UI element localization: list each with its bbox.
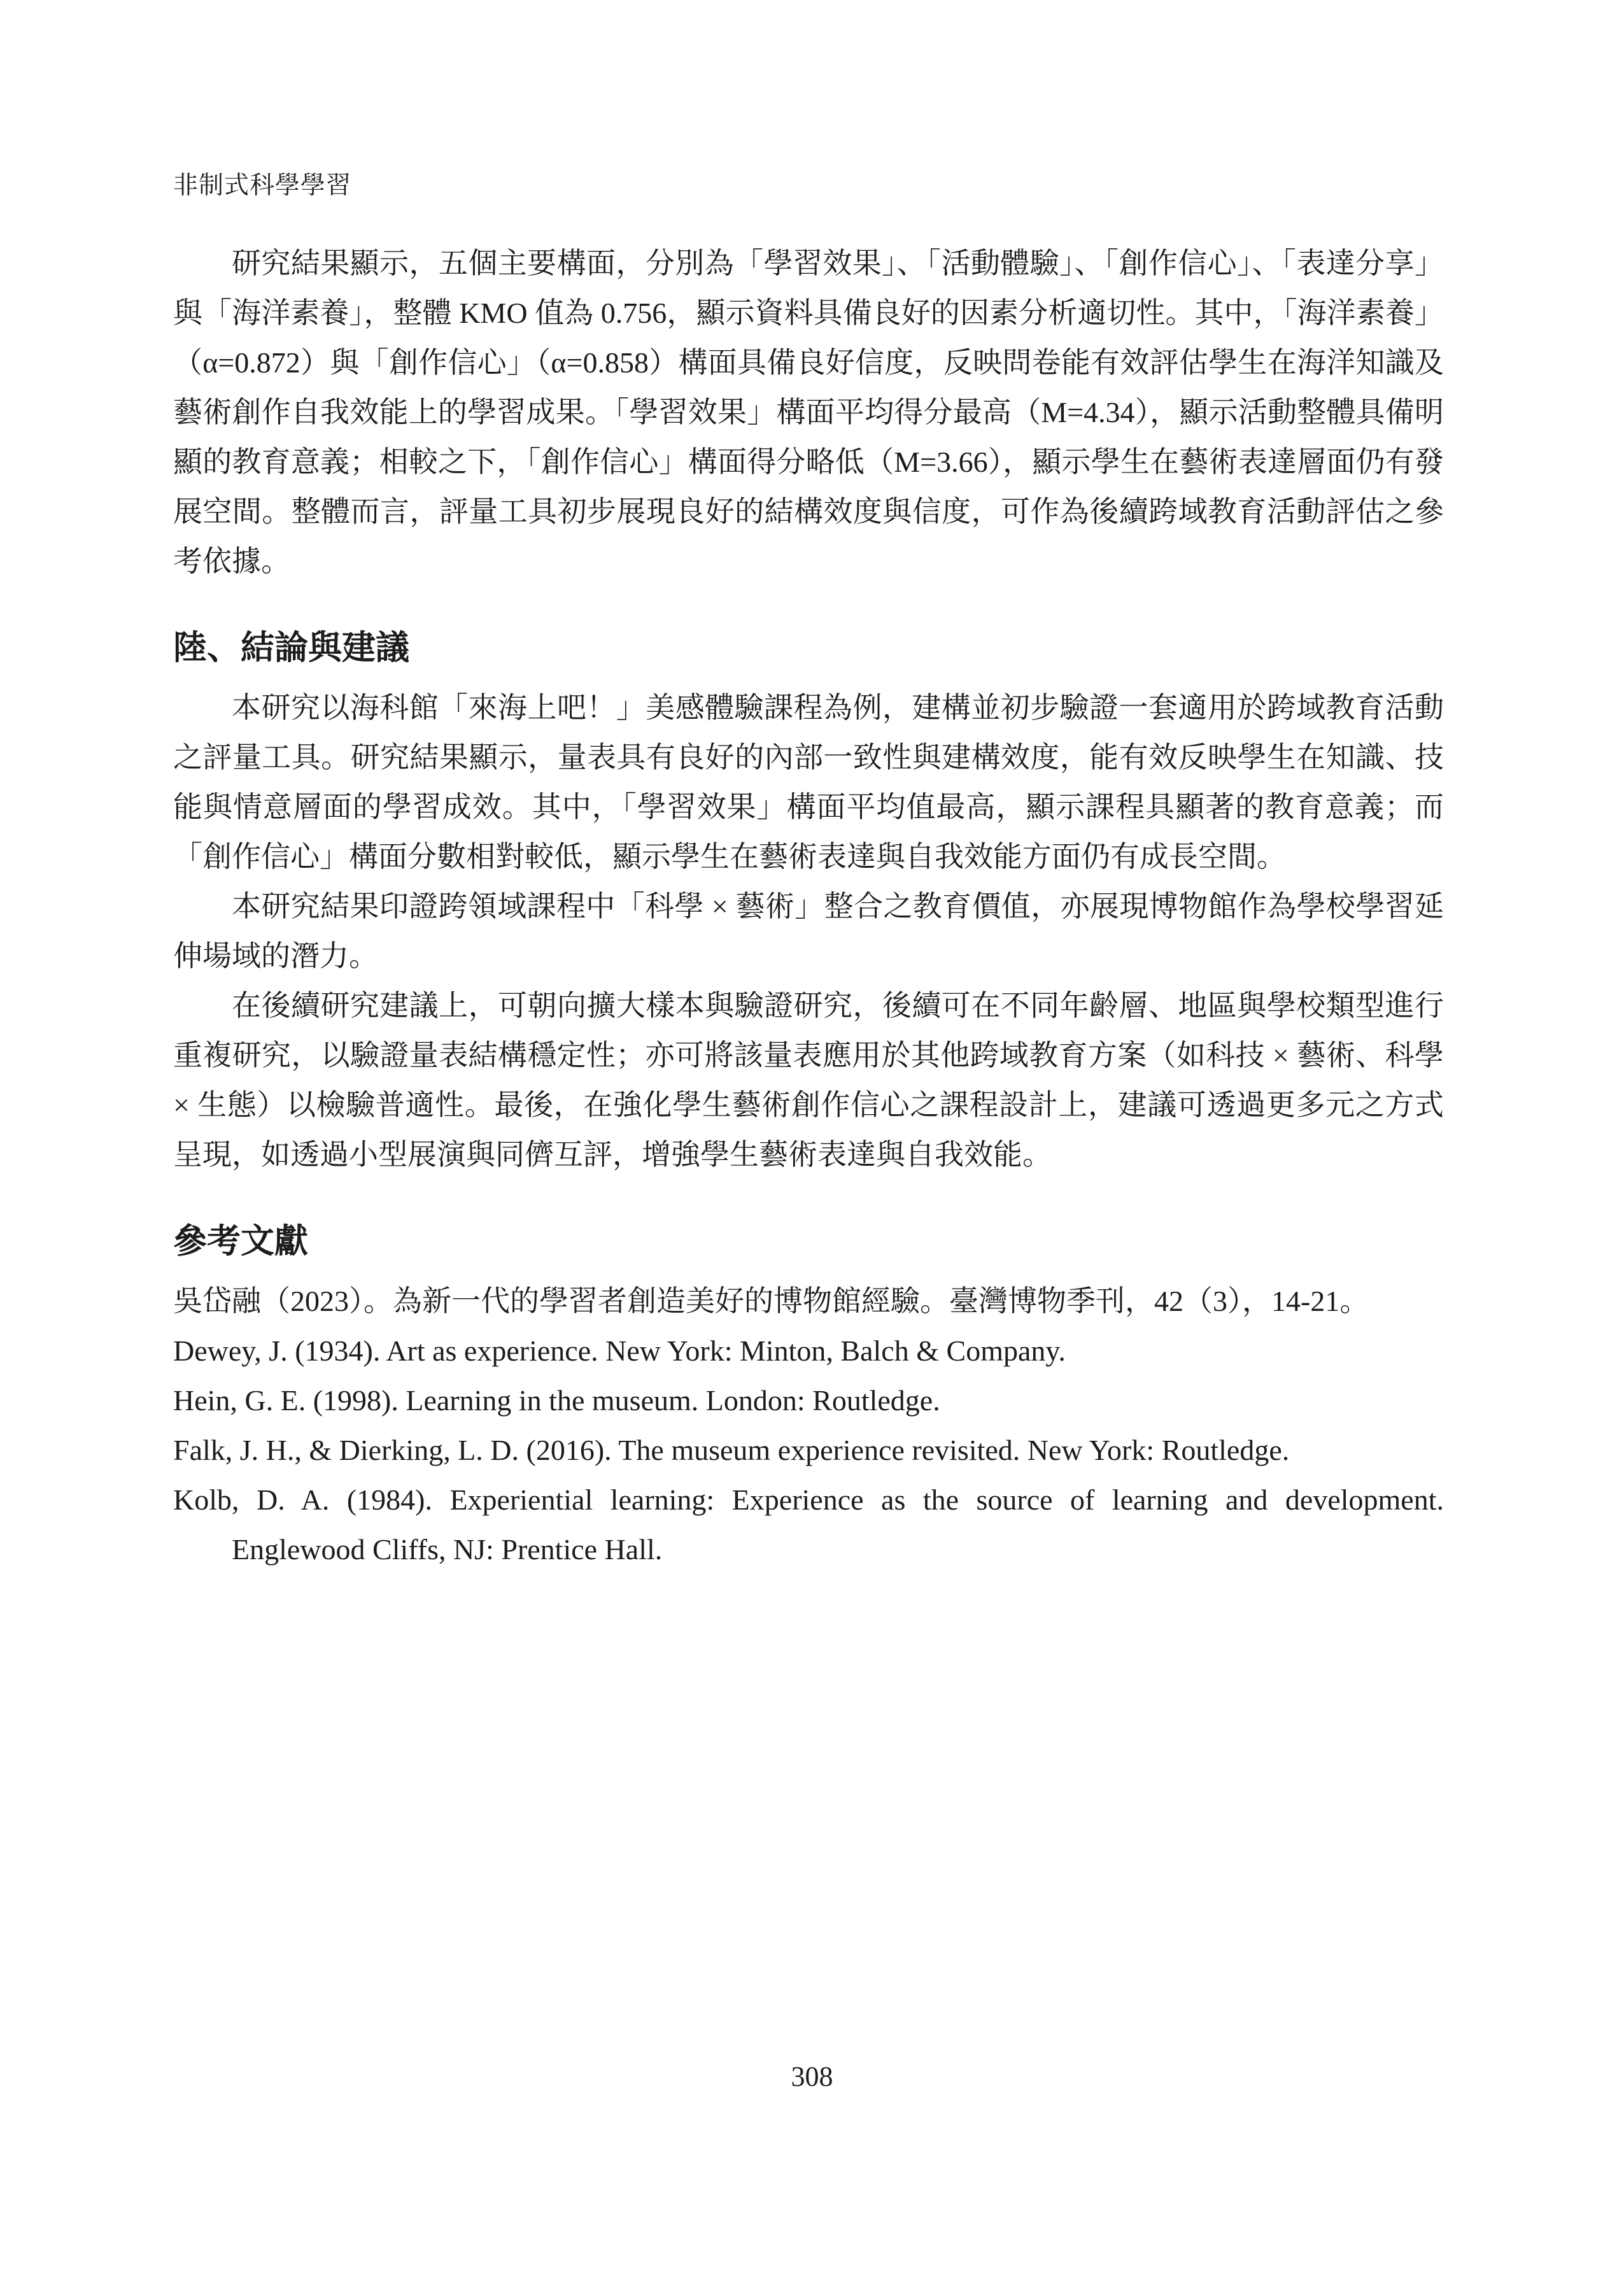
page-body	[173, 239, 1444, 1575]
section-heading-references: 參考文獻	[173, 1223, 308, 1260]
reference-entry-hein-1998: Hein, G. E. (1998). Learning in the museum. London: Routledge.	[173, 1384, 940, 1417]
reference-entry-wu-2023: 吳岱融（2023）。為新一代的學習者創造美好的博物館經驗。臺灣博物季刊，42（3），14-21。	[173, 1285, 1369, 1318]
running-header: 非制式科學學習	[173, 172, 352, 199]
reference-list	[173, 1277, 1444, 1574]
conclusion-paragraph-3: 在後續研究建議上，可朝向擴大樣本與驗證研究，後續可在不同年齡層、地區與學校類型進行重複研究，以驗證量表結構穩定性；亦可將該量表應用於其他跨域教育方案（如科技 × 藝術、科學 × 生態）以檢驗普適性。最後，在強化學生藝術創作信心之課程設計上，建議可透過更多元之方式呈現，如透過小型展演與同儕互評，增強學生藝術表達與自我效能。	[173, 989, 1444, 1171]
conclusion-paragraph-1: 本研究以海科館「來海上吧！」美感體驗課程為例，建構並初步驗證一套適用於跨域教育活動之評量工具。研究結果顯示，量表具有良好的內部一致性與建構效度，能有效反映學生在知識、技能與情意層面的學習成效。其中，「學習效果」構面平均值最高，顯示課程具顯著的教育意義；而「創作信心」構面分數相對較低，顯示學生在藝術表達與自我效能方面仍有成長空間。	[173, 691, 1444, 873]
reference-entry-dewey-1934: Dewey, J. (1934). Art as experience. New York: Minton, Balch & Company.	[173, 1334, 1066, 1368]
reference-entry-falk-dierking-2016: Falk, J. H., & Dierking, L. D. (2016). The museum experience revisited. New York: Routledge.	[173, 1434, 1290, 1467]
reference-entry-kolb-1984: Kolb, D. A. (1984). Experiential learning: Experience as the source of learning and development. Englewood Cliffs, NJ: Prentice Hall.	[173, 1483, 1444, 1566]
paragraph-results: 研究結果顯示，五個主要構面，分別為「學習效果」、「活動體驗」、「創作信心」、「表達分享」與「海洋素養」，整體 KMO 值為 0.756，顯示資料具備良好的因素分析適切性。其中，「海洋素養」（α=0.872）與「創作信心」（α=0.858）構面具備良好信度，反映問卷能有效評估學生在海洋知識及藝術創作自我效能上的學習成果。「學習效果」構面平均得分最高（M=4.34），顯示活動整體具備明顯的教育意義；相較之下，「創作信心」構面得分略低（M=3.66），顯示學生在藝術表達層面仍有發展空間。整體而言，評量工具初步展現良好的結構效度與信度，可作為後續跨域教育活動評估之參考依據。	[173, 246, 1444, 577]
section-heading-conclusion: 陸、結論與建議	[173, 629, 409, 667]
page-number: 308	[791, 2061, 833, 2092]
conclusion-paragraph-2: 本研究結果印證跨領域課程中「科學 × 藝術」整合之教育價值，亦展現博物館作為學校學習延伸場域的潛力。	[173, 890, 1444, 972]
